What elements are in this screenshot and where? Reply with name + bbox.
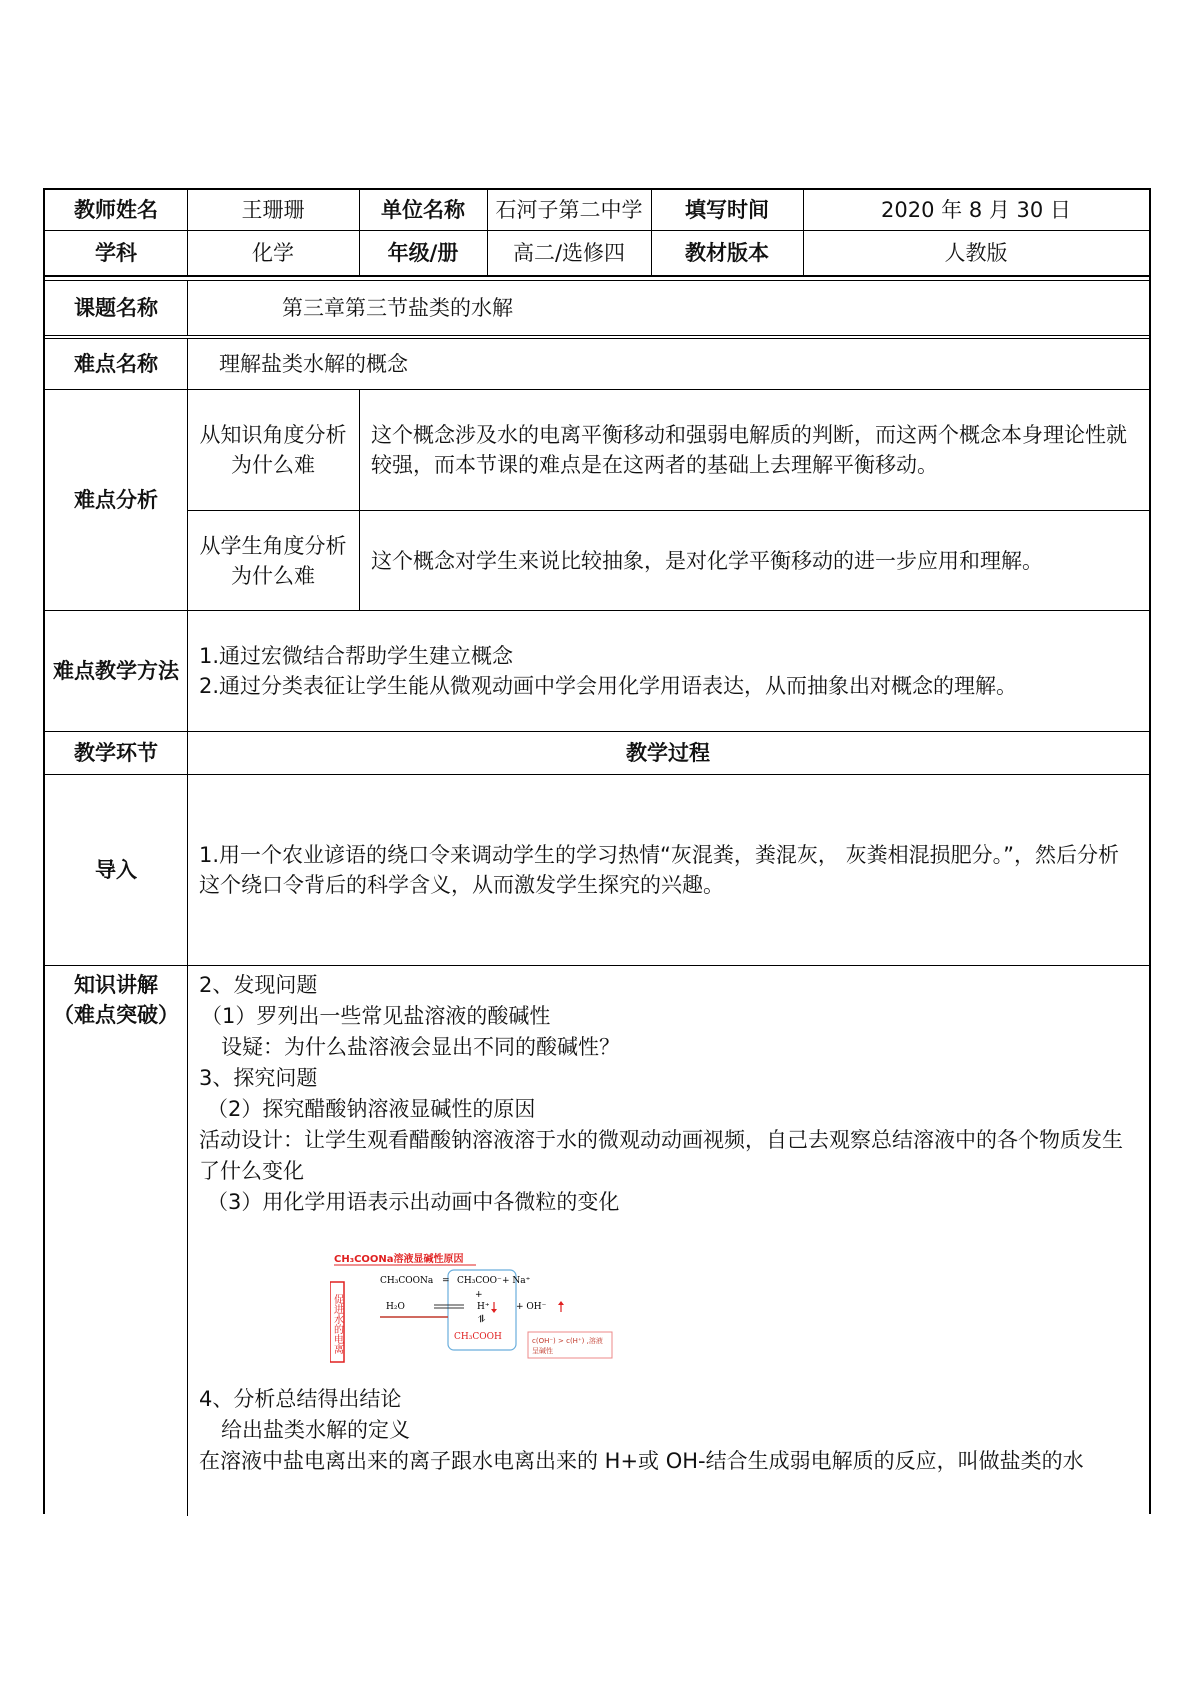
methods-label: 难点教学方法 xyxy=(53,659,179,683)
student-angle-text: 这个概念对学生来说比较抽象，是对化学平衡移动的进一步应用和理解。 xyxy=(371,548,1043,573)
topic-row xyxy=(45,281,1149,335)
student-angle-label: 从学生角度分析为什么难 xyxy=(199,533,347,588)
edition-value: 人教版 xyxy=(944,241,1008,265)
teacher-name-label: 教师姓名 xyxy=(74,198,158,222)
increase-arrow-head-icon xyxy=(558,1301,564,1305)
knowledge-line: 3、探究问题 xyxy=(199,1066,318,1090)
water-formula: H₂O xyxy=(386,1302,405,1312)
conclusion-line-1: c(OH⁻) > c(H⁺) ,溶液 xyxy=(532,1337,603,1345)
fill-time-value: 2020 年 8 月 30 日 xyxy=(881,198,1071,222)
knowledge-line: 活动设计：让学生观看醋酸钠溶液溶于水的微观动动画视频，自己去观察总结溶液中的各个物质发生了什么变化 xyxy=(199,1128,1123,1183)
subject-label: 学科 xyxy=(95,241,137,265)
plus-sign: + xyxy=(475,1290,483,1300)
knowledge-line: 在溶液中盐电离出来的离子跟水电离出来的 H+或 OH-结合生成弱电解质的反应，叫做盐类的水 xyxy=(199,1449,1084,1473)
teacher-name-value: 王珊珊 xyxy=(241,198,305,222)
methods-line-2: 2.通过分类表征让学生能从微观动画中学会用化学用语表达，从而抽象出对概念的理解。 xyxy=(199,674,1018,698)
conclusion-content xyxy=(199,1384,1139,1477)
conclusion-line-2: 呈碱性 xyxy=(532,1347,553,1355)
analysis-label: 难点分析 xyxy=(74,488,158,512)
intro-label: 导入 xyxy=(95,858,137,882)
difficulty-row xyxy=(45,339,1149,389)
side-label: 促进水的电离 xyxy=(331,1294,343,1354)
equals-sign: = xyxy=(442,1276,450,1286)
acetic-acid: CH₃COOH xyxy=(454,1332,502,1342)
knowledge-label-line-2: （难点突破） xyxy=(53,1003,179,1027)
grade-label: 年级/册 xyxy=(387,241,459,265)
analysis-row xyxy=(45,390,1149,610)
knowledge-line: 2、发现问题 xyxy=(199,973,318,997)
reversible-arrows-icon: ⥮ xyxy=(478,1314,486,1325)
methods-row xyxy=(45,611,1149,731)
knowledge-angle-label: 从知识角度分析为什么难 xyxy=(199,423,347,477)
header-row-1 xyxy=(45,190,1149,230)
salt-formula: CH₃COONa xyxy=(380,1276,434,1286)
knowledge-content xyxy=(199,970,1139,1218)
diagram-title: CH₃COONa溶液显碱性原因 xyxy=(334,1254,464,1265)
stage-label: 教学环节 xyxy=(74,741,158,765)
hydrolysis-diagram-svg xyxy=(330,1250,640,1370)
topic-label: 课题名称 xyxy=(74,296,158,320)
knowledge-label xyxy=(45,970,187,1030)
hydrogen-ion: H⁺ xyxy=(477,1302,490,1312)
grade-value: 高二/选修四 xyxy=(512,241,626,265)
knowledge-line: （2）探究醋酸钠溶液显碱性的原因 xyxy=(207,1097,536,1121)
subject-value: 化学 xyxy=(252,241,294,265)
fill-time-label: 填写时间 xyxy=(685,198,769,222)
knowledge-line: 4、分析总结得出结论 xyxy=(199,1387,402,1411)
process-label: 教学过程 xyxy=(626,741,710,765)
process-header-row xyxy=(45,732,1149,774)
methods-content xyxy=(187,611,1149,731)
hydrolysis-diagram xyxy=(330,1250,640,1370)
knowledge-angle-text: 这个概念涉及水的电离平衡移动和强弱电解质的判断，而这两个概念本身理论性就较强，而本节课的难点是在这两者的基础上去理解平衡移动。 xyxy=(371,423,1127,477)
knowledge-row xyxy=(45,966,1149,1516)
knowledge-line: （1）罗列出一些常见盐溶液的酸碱性 xyxy=(201,1004,551,1028)
topic-value: 第三章第三节盐类的水解 xyxy=(282,296,513,320)
edition-label: 教材版本 xyxy=(685,241,769,265)
difficulty-value: 理解盐类水解的概念 xyxy=(219,352,408,376)
knowledge-line: 给出盐类水解的定义 xyxy=(221,1418,410,1442)
knowledge-line: 设疑：为什么盐溶液会显出不同的酸碱性？ xyxy=(221,1035,620,1059)
sodium-ion: + Na⁺ xyxy=(502,1276,531,1286)
unit-name-value: 石河子第二中学 xyxy=(495,198,643,222)
difficulty-label: 难点名称 xyxy=(74,352,158,376)
acetate-ion: CH₃COO⁻ xyxy=(457,1276,502,1286)
unit-name-label: 单位名称 xyxy=(381,198,465,222)
methods-line-1: 1.通过宏微结合帮助学生建立概念 xyxy=(199,644,514,668)
header-row-2 xyxy=(45,231,1149,275)
intro-row xyxy=(45,775,1149,965)
intro-text: 1.用一个农业谚语的绕口令来调动学生的学习热情“灰混粪，粪混灰， 灰粪相混损肥分。”，然后分析这个绕口令背后的科学含义，从而激发学生探究的兴趣。 xyxy=(199,843,1119,897)
decrease-arrow-head-icon xyxy=(491,1309,497,1313)
knowledge-label-line-1: 知识讲解 xyxy=(74,973,158,997)
knowledge-line: （3）用化学用语表示出动画中各微粒的变化 xyxy=(207,1190,620,1214)
hydroxide-ion: + OH⁻ xyxy=(516,1302,547,1312)
